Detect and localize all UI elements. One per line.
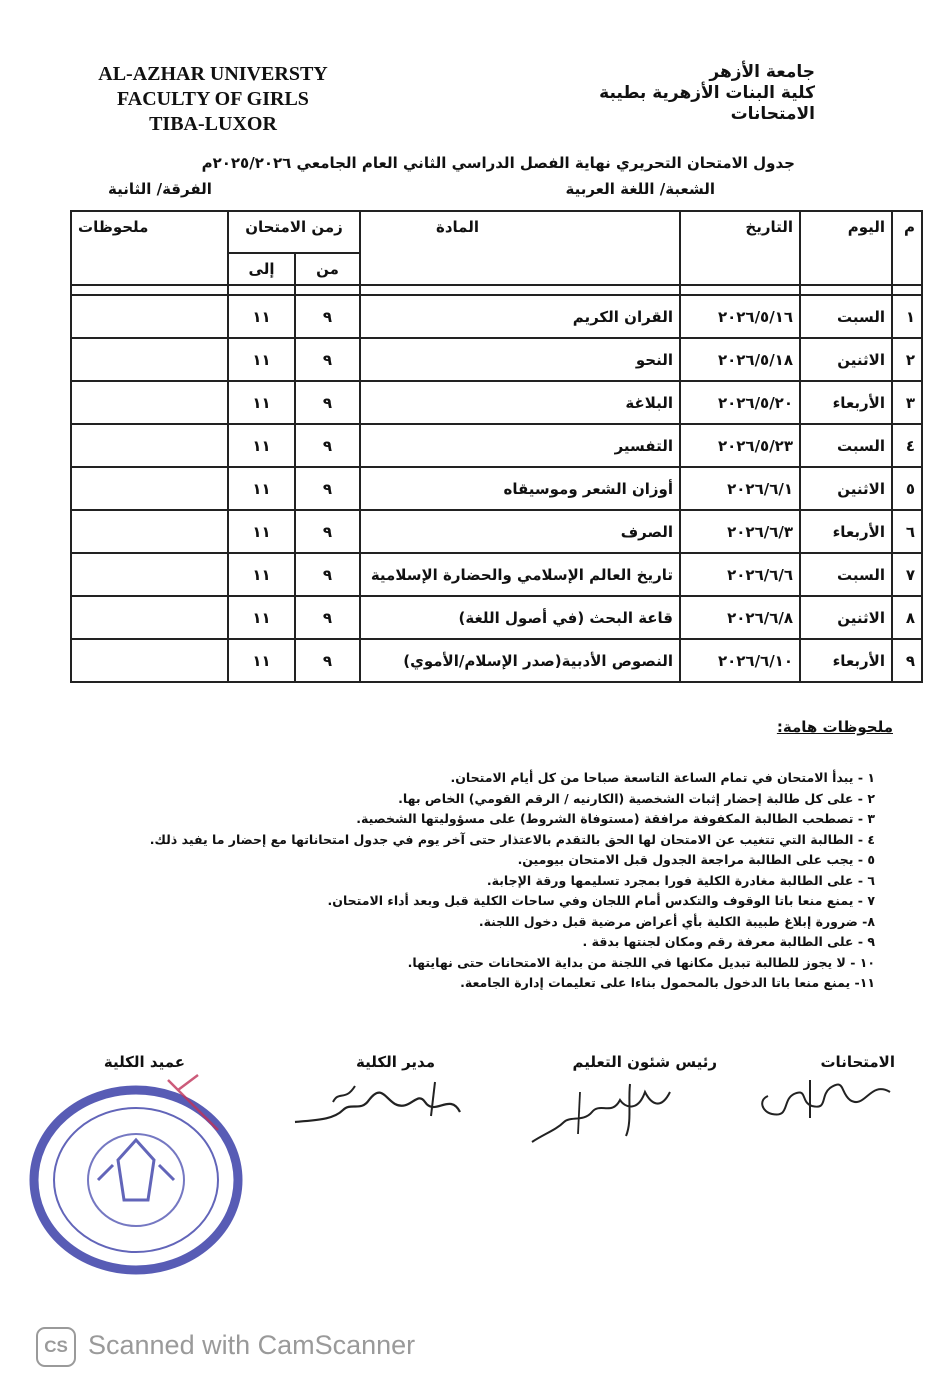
row-day: السبت (800, 295, 892, 338)
row-date: ٢٠٢٦/٦/٣ (680, 510, 800, 553)
row-time-from: ٩ (295, 295, 360, 338)
row-remarks (71, 510, 228, 553)
note-item: ١١- يمنع منعا باتا الدخول بالمحمول بناءا على تعليمات إدارة الجامعة. (460, 975, 875, 990)
row-time-from: ٩ (295, 553, 360, 596)
row-subject: القران الكريم (360, 295, 680, 338)
row-date: ٢٠٢٦/٥/٢٠ (680, 381, 800, 424)
notes-title: ملحوظات هامة: (776, 718, 893, 736)
note-item: ١ - يبدأ الامتحان في تمام الساعة التاسعة صباحا من كل أيام الامتحان. (450, 770, 875, 785)
header-to: إلى (228, 253, 295, 285)
exam-schedule-table (70, 210, 923, 683)
signature-exams (750, 1070, 900, 1130)
section-label: الشعبة/ اللغة العربية (565, 180, 715, 198)
note-item: ٣ - تصطحب الطالبة المكفوفة مرافقة (مستوفاة الشروط) على مسؤوليتها الشخصية. (356, 811, 875, 826)
schedule-body (71, 295, 922, 682)
row-remarks (71, 639, 228, 682)
row-number: ٨ (892, 596, 922, 639)
signature-label-director: مدير الكلية (356, 1053, 435, 1071)
signature-education (520, 1072, 690, 1152)
row-day: الأربعاء (800, 639, 892, 682)
row-number: ٩ (892, 639, 922, 682)
table-row (71, 381, 922, 424)
note-item: ٦ - على الطالبة مغادرة الكلية فورا بمجرد تسليمها ورقة الإجابة. (486, 872, 875, 888)
department-ar: الامتحانات (730, 104, 815, 124)
row-subject: النصوص الأدبية(صدر الإسلام/الأموي) (360, 639, 680, 682)
faculty-name-ar: كلية البنات الأزهرية بطيبة (599, 83, 815, 103)
table-row (71, 467, 922, 510)
signature-label-dean: عميد الكلية (103, 1053, 185, 1071)
row-number: ٤ (892, 424, 922, 467)
row-subject: أوزان الشعر وموسيقاه (360, 467, 680, 510)
header-time: زمن الامتحان (228, 211, 360, 253)
header-day: اليوم (800, 211, 892, 285)
row-time-to: ١١ (228, 424, 295, 467)
row-time-from: ٩ (295, 639, 360, 682)
row-subject: تاريخ العالم الإسلامي والحضارة الإسلامية (360, 553, 680, 596)
camscanner-footer (36, 1327, 415, 1367)
note-item: ٧ - يمنع منعا باتا الوقوف والتكدس أمام اللجان وفي ساحات الكلية قبل وبعد أداء الامتحان. (327, 893, 875, 908)
header-remarks: ملحوظات (71, 211, 228, 285)
table-row (71, 596, 922, 639)
row-day: السبت (800, 424, 892, 467)
row-date: ٢٠٢٦/٦/١ (680, 467, 800, 510)
table-row (71, 424, 922, 467)
row-time-from: ٩ (295, 381, 360, 424)
row-time-from: ٩ (295, 467, 360, 510)
row-time-to: ١١ (228, 596, 295, 639)
row-number: ١ (892, 295, 922, 338)
row-subject: التفسير (360, 424, 680, 467)
row-day: السبت (800, 553, 892, 596)
row-date: ٢٠٢٦/٦/٨ (680, 596, 800, 639)
row-number: ٢ (892, 338, 922, 381)
row-time-to: ١١ (228, 553, 295, 596)
table-row (71, 553, 922, 596)
header-date: التاريخ (680, 211, 800, 285)
location-en: TIBA-LUXOR (149, 113, 277, 135)
row-remarks (71, 338, 228, 381)
signature-label-exams: الامتحانات (820, 1053, 895, 1071)
row-remarks (71, 467, 228, 510)
camscanner-logo-icon: CS (36, 1327, 76, 1367)
row-remarks (71, 424, 228, 467)
row-day: الأربعاء (800, 510, 892, 553)
header-subject: المادة (360, 211, 680, 285)
row-remarks (71, 596, 228, 639)
row-subject: النحو (360, 338, 680, 381)
note-item: ١٠ - لا يجوز للطالبة تبديل مكانها في اللجنة من بداية الامتحانات حتى نهايتها. (407, 954, 875, 970)
note-item: ٤ - الطالبة التي تتغيب عن الامتحان لها الحق بالتقدم بالاعتذار حتى آخر يوم في جدول امتحاناتها مع إحضار ما يفيد ذلك. (149, 831, 875, 847)
row-time-to: ١١ (228, 381, 295, 424)
table-row (71, 338, 922, 381)
row-number: ٧ (892, 553, 922, 596)
row-date: ٢٠٢٦/٥/١٦ (680, 295, 800, 338)
row-day: الاثنين (800, 467, 892, 510)
arabic-header (575, 62, 815, 125)
row-time-from: ٩ (295, 338, 360, 381)
row-subject: البلاغة (360, 381, 680, 424)
row-time-to: ١١ (228, 338, 295, 381)
note-item: ٥ - يجب على الطالبة مراجعة الجدول قبل الامتحان بيومين. (517, 852, 875, 867)
note-item: ٨- ضرورة إبلاغ طبيبة الكلية بأي أعراض مرضية قبل دخول اللجنة. (478, 913, 875, 929)
row-time-from: ٩ (295, 424, 360, 467)
english-header (68, 62, 358, 137)
row-date: ٢٠٢٦/٥/٢٣ (680, 424, 800, 467)
row-time-from: ٩ (295, 510, 360, 553)
official-stamp (18, 1070, 248, 1284)
header-from: من (295, 253, 360, 285)
row-remarks (71, 295, 228, 338)
row-date: ٢٠٢٦/٦/٦ (680, 553, 800, 596)
row-remarks (71, 381, 228, 424)
faculty-name-en: FACULTY OF GIRLS (117, 88, 309, 110)
row-number: ٣ (892, 381, 922, 424)
row-date: ٢٠٢٦/٦/١٠ (680, 639, 800, 682)
row-time-to: ١١ (228, 295, 295, 338)
signature-label-education: رئيس شئون التعليم (572, 1053, 717, 1071)
row-day: الاثنين (800, 596, 892, 639)
table-row (71, 295, 922, 338)
table-row (71, 639, 922, 682)
row-date: ٢٠٢٦/٥/١٨ (680, 338, 800, 381)
row-remarks (71, 553, 228, 596)
row-day: الاثنين (800, 338, 892, 381)
notes-list (75, 768, 875, 994)
row-day: الأربعاء (800, 381, 892, 424)
header-num: م (892, 211, 922, 285)
row-subject: الصرف (360, 510, 680, 553)
university-name-ar: جامعة الأزهر (709, 62, 815, 82)
university-name-en: AL-AZHAR UNIVERSTY (98, 63, 328, 85)
row-time-to: ١١ (228, 510, 295, 553)
level-label: الفرقة/ الثانية (108, 180, 212, 198)
note-item: ٩ - على الطالبة معرفة رقم ومكان لجنتها بدقة . (582, 934, 875, 949)
row-time-from: ٩ (295, 596, 360, 639)
row-time-to: ١١ (228, 639, 295, 682)
note-item: ٢ - على كل طالبة إحضار إثبات الشخصية (الكارنيه / الرقم القومي) الخاص بها. (398, 790, 875, 806)
row-number: ٥ (892, 467, 922, 510)
signature-director (285, 1072, 470, 1132)
schedule-title: جدول الامتحان التحريري نهاية الفصل الدراسي الثاني العام الجامعي ٢٠٢٥/٢٠٢٦م (201, 154, 795, 172)
row-subject: قاعة البحث (في أصول اللغة) (360, 596, 680, 639)
camscanner-text: Scanned with CamScanner (88, 1330, 416, 1361)
row-number: ٦ (892, 510, 922, 553)
table-row (71, 510, 922, 553)
row-time-to: ١١ (228, 467, 295, 510)
